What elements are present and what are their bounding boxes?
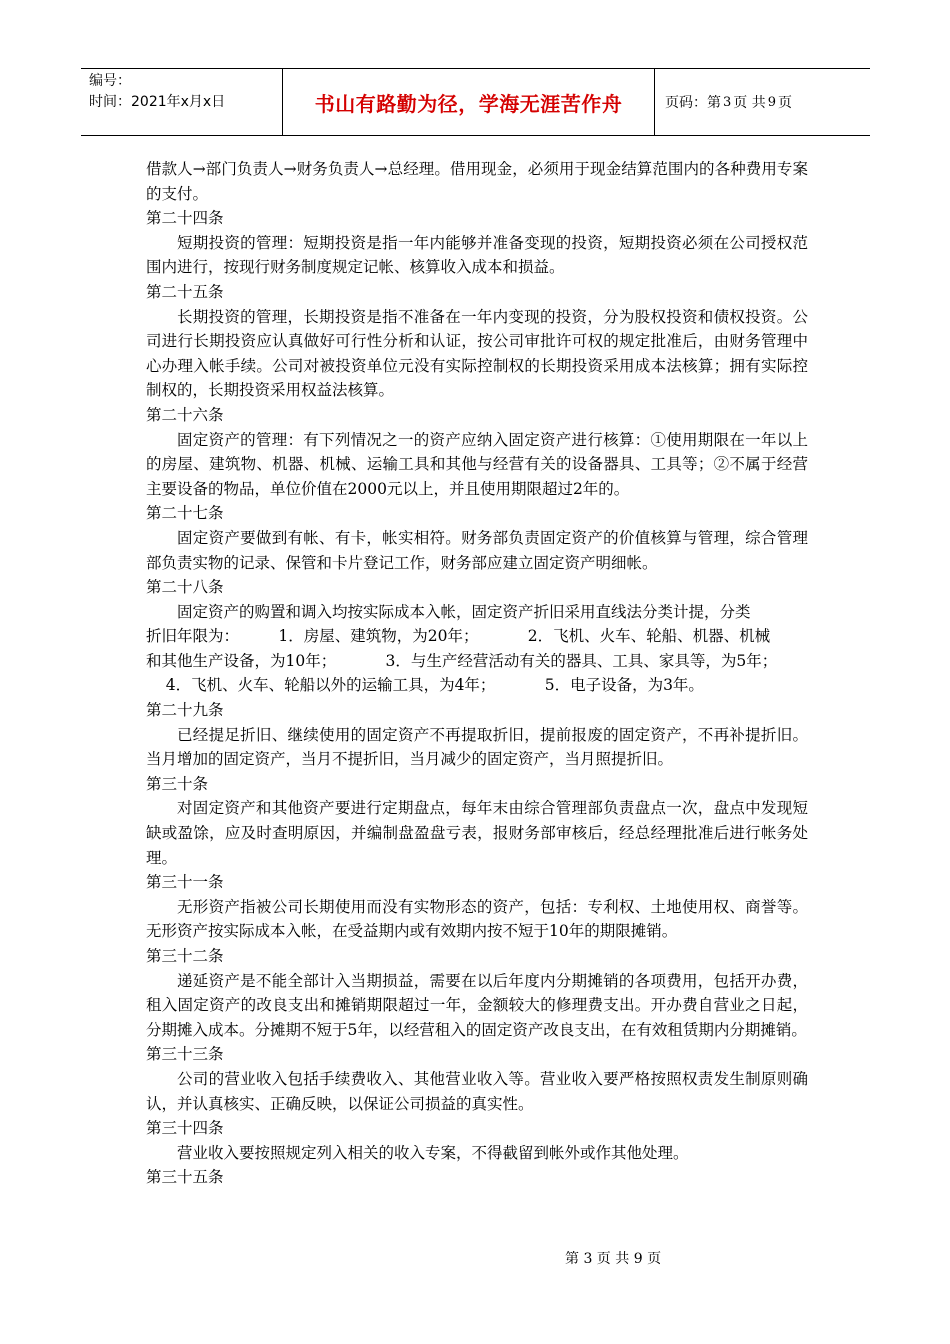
document-body: [146, 157, 808, 1190]
article-paragraph: 递延资产是不能全部计入当期损益，需要在以后年度内分期摊销的各项费用，包括开办费，租入固定资产的改良支出和摊销期限超过一年，金额较大的修理费支出。开办费自营业之日起，分期摊入成本。分摊期不短于5年，以经营租入的固定资产改良支出，在有效租赁期内分期摊销。: [146, 971, 808, 1039]
article-heading: 第三十三条: [146, 1045, 224, 1064]
article-heading: 第三十一条: [146, 873, 224, 892]
article-paragraph: 长期投资的管理，长期投资是指不准备在一年内变现的投资，分为股权投资和债权投资。公司进行长期投资应认真做好可行性分析和认证，按公司审批许可权的规定批准后，由财务管理中心办理入帐手续。公司对被投资单位元没有实际控制权的长期投资采用成本法核算；拥有实际控制权的，长期投资采用权益法核算。: [146, 307, 808, 400]
page-mid: 页 共: [733, 95, 766, 111]
time-label: 时间：2021年x月x日: [89, 94, 226, 110]
page-header: [81, 68, 870, 136]
footer-page-number: 第 3 页 共 9 页: [565, 1251, 662, 1267]
page-current: 3: [723, 94, 732, 110]
article-paragraph: 无形资产指被公司长期使用而没有实物形态的资产，包括：专利权、土地使用权、商誉等。无形资产按实际成本入帐，在受益期内或有效期内按不短于10年的期限摊销。: [146, 897, 808, 941]
article-paragraph: 固定资产要做到有帐、有卡，帐实相符。财务部负责固定资产的价值核算与管理，综合管理部负责实物的记录、保管和卡片登记工作，财务部应建立固定资产明细帐。: [146, 528, 808, 572]
article-heading: 第二十六条: [146, 405, 224, 424]
depreciation-line: 和其他生产设备，为10年； 3．与生产经营活动有关的器具、工具、家具等，为5年；: [146, 651, 778, 670]
depreciation-line: 4．飞机、火车、轮船以外的运输工具，为4年； 5．电子设备，为3年。: [146, 676, 704, 695]
header-page-number: [655, 69, 870, 135]
article-heading: 第二十五条: [146, 282, 224, 301]
depreciation-line: 折旧年限为： 1．房屋、建筑物，为20年； 2．飞机、火车、轮船、机器、机械: [146, 627, 771, 646]
depreciation-line: 固定资产的购置和调入均按实际成本入帐，固定资产折旧采用直线法分类计提，分类: [177, 602, 751, 621]
article-paragraph: 公司的营业收入包括手续费收入、其他营业收入等。营业收入要严格按照权责发生制原则确认，并认真核实、正确反映，以保证公司损益的真实性。: [146, 1069, 808, 1113]
header-meta: [81, 69, 283, 135]
page-suffix: 页: [778, 95, 793, 111]
article-heading: 第三十条: [146, 774, 209, 793]
article-heading: 第二十九条: [146, 701, 224, 720]
article-heading: 第二十七条: [146, 504, 224, 523]
article-paragraph: 对固定资产和其他资产要进行定期盘点，每年末由综合管理部负责盘点一次，盘点中发现短缺或盈馀，应及时查明原因，并编制盘盈盘亏表，报财务部审核后，经总经理批准后进行帐务处理。: [146, 799, 808, 867]
page-prefix: 页码：第: [665, 95, 721, 111]
article-paragraph: 固定资产的管理：有下列情况之一的资产应纳入固定资产进行核算：①使用期限在一年以上的房屋、建筑物、机器、机械、运输工具和其他与经营有关的设备器具、工具等；②不属于经营主要设备的物品，单位价值在2000元以上，并且使用期限超过2年的。: [146, 430, 808, 498]
article-heading: 第二十八条: [146, 578, 224, 597]
article-paragraph: 短期投资的管理：短期投资是指一年内能够并准备变现的投资，短期投资必须在公司授权范围内进行，按现行财务制度规定记帐、核算收入成本和损益。: [146, 233, 808, 277]
article-paragraph: 已经提足折旧、继续使用的固定资产不再提取折旧，提前报废的固定资产，不再补提折旧。当月增加的固定资产，当月不提折旧，当月减少的固定资产，当月照提折旧。: [146, 725, 808, 769]
article-heading: 第三十四条: [146, 1119, 224, 1138]
header-motto: 书山有路勤为径，学海无涯苦作舟: [283, 69, 655, 135]
page-total: 9: [767, 94, 777, 110]
continued-paragraph: 借款人→部门负责人→财务负责人→总经理。借用现金，必须用于现金结算范围内的各种费用专案的支付。: [146, 160, 808, 203]
article-heading: 第二十四条: [146, 209, 224, 228]
article-heading: 第三十五条: [146, 1168, 224, 1187]
number-label: 编号：: [89, 73, 131, 89]
article-paragraph: 营业收入要按照规定列入相关的收入专案，不得截留到帐外或作其他处理。: [177, 1143, 689, 1162]
article-heading: 第三十二条: [146, 947, 224, 965]
